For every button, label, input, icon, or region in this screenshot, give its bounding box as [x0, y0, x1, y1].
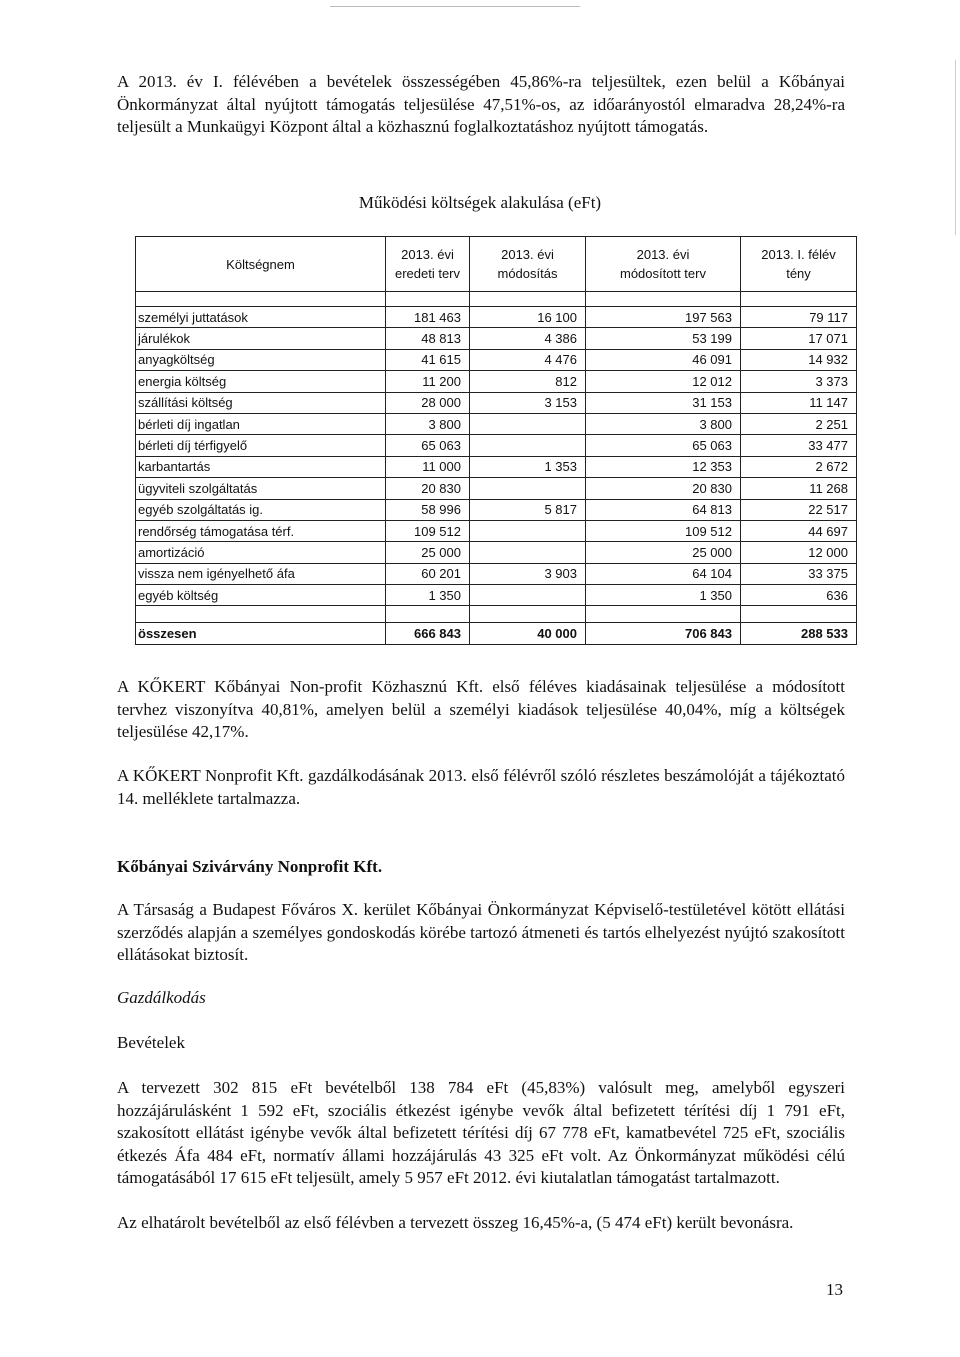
- cell-teny: 2 672: [741, 456, 857, 477]
- total-modositott: 706 843: [586, 623, 741, 645]
- revenue-paragraph: A tervezett 302 815 eFt bevételből 138 784 eFt (45,83%) valósult meg, amelyből egyszeri hozzájárulásként 1 592 eFt, szociális étkezést igénybe vevők által befizetett térítési díj 1 791 eFt, szakosított ellátást igénybe vevők által befizetett térítési díj 67 778 eFt, kamatbevétel 725 eFt, szociális étkezés Áfa 484 eFt, normatív állami hozzájárulás 43 325 eFt volt. Az Önkormányzat működési célú támogatásából 17 615 eFt teljesült, amely 5 957 eFt 2012. évi kiutalatlan támogatást tartalmazott.: [117, 1078, 845, 1187]
- cell-modositas: 1 353: [470, 456, 586, 477]
- total-modositas: 40 000: [470, 623, 586, 645]
- cell-eredeti: 60 201: [386, 563, 470, 584]
- row-label: rendőrség támogatása térf.: [136, 520, 386, 541]
- row-label: egyéb költség: [136, 585, 386, 606]
- table-row: [136, 328, 857, 349]
- table-row: [136, 413, 857, 434]
- cell-modositas: [470, 478, 586, 499]
- total-label: összesen: [136, 623, 386, 645]
- header-eredeti-terv: 2013. évi eredeti terv: [386, 237, 470, 292]
- header-modositas: 2013. évi módosítás: [470, 237, 586, 292]
- cell-modositott: 12 012: [586, 371, 741, 392]
- table-title: Működési költségek alakulása (eFt): [358, 193, 602, 212]
- header-teny: 2013. I. félév tény: [741, 237, 857, 292]
- cell-teny: 636: [741, 585, 857, 606]
- cell-modositott: 109 512: [586, 520, 741, 541]
- cell-eredeti: 11 000: [386, 456, 470, 477]
- cell-eredeti: 41 615: [386, 349, 470, 370]
- header-koltsegnem: Költségnem: [136, 237, 386, 292]
- table-row: [136, 478, 857, 499]
- row-label: amortizáció: [136, 542, 386, 563]
- cell-teny: 11 147: [741, 392, 857, 413]
- cell-teny: 44 697: [741, 520, 857, 541]
- total-row: [136, 623, 857, 645]
- cell-modositott: 64 104: [586, 563, 741, 584]
- table-row: [136, 349, 857, 370]
- kokert-paragraph-2: A KŐKERT Nonprofit Kft. gazdálkodásának 2013. első félévről szóló részletes beszámolóját a tájékoztató 14. melléklete tartalmazza.: [117, 766, 845, 808]
- row-label: bérleti díj ingatlan: [136, 413, 386, 434]
- subheading-gazdalkodas: Gazdálkodás: [117, 988, 206, 1007]
- cell-modositott: 64 813: [586, 499, 741, 520]
- table-row: [136, 435, 857, 456]
- cell-modositas: 3 903: [470, 563, 586, 584]
- total-eredeti: 666 843: [386, 623, 470, 645]
- cell-modositas: [470, 413, 586, 434]
- cell-modositott: 65 063: [586, 435, 741, 456]
- cell-eredeti: 25 000: [386, 542, 470, 563]
- row-label: személyi juttatások: [136, 307, 386, 328]
- row-label: járulékok: [136, 328, 386, 349]
- subheading-bevetelek: Bevételek: [117, 1033, 185, 1052]
- table-row: [136, 307, 857, 328]
- cell-teny: 11 268: [741, 478, 857, 499]
- section-heading: Kőbányai Szivárvány Nonprofit Kft.: [117, 857, 383, 876]
- cell-eredeti: 3 800: [386, 413, 470, 434]
- cell-modositas: [470, 542, 586, 563]
- cell-modositott: 31 153: [586, 392, 741, 413]
- cell-eredeti: 20 830: [386, 478, 470, 499]
- cell-modositas: [470, 435, 586, 456]
- row-label: egyéb szolgáltatás ig.: [136, 499, 386, 520]
- cell-teny: 33 375: [741, 563, 857, 584]
- cost-table: [135, 236, 857, 645]
- cell-modositas: 16 100: [470, 307, 586, 328]
- cell-teny: 22 517: [741, 499, 857, 520]
- cell-eredeti: 65 063: [386, 435, 470, 456]
- cell-eredeti: 11 200: [386, 371, 470, 392]
- cell-teny: 3 373: [741, 371, 857, 392]
- row-label: szállítási költség: [136, 392, 386, 413]
- cell-modositott: 53 199: [586, 328, 741, 349]
- withdrawal-paragraph: Az elhatárolt bevételből az első félévben a tervezett összeg 16,45%-a, (5 474 eFt) került bevonásra.: [117, 1213, 794, 1232]
- cell-modositott: 197 563: [586, 307, 741, 328]
- cell-modositas: 4 476: [470, 349, 586, 370]
- table-row: [136, 520, 857, 541]
- table-row: [136, 456, 857, 477]
- cell-modositott: 3 800: [586, 413, 741, 434]
- cell-eredeti: 28 000: [386, 392, 470, 413]
- row-label: vissza nem igényelhető áfa: [136, 563, 386, 584]
- spacer-row: [136, 606, 857, 623]
- table-row: [136, 563, 857, 584]
- total-teny: 288 533: [741, 623, 857, 645]
- table-header-row: [136, 237, 857, 292]
- cell-teny: 2 251: [741, 413, 857, 434]
- row-label: energia költség: [136, 371, 386, 392]
- cell-modositas: 3 153: [470, 392, 586, 413]
- row-label: karbantartás: [136, 456, 386, 477]
- cell-modositott: 1 350: [586, 585, 741, 606]
- cell-modositas: 5 817: [470, 499, 586, 520]
- cell-modositott: 25 000: [586, 542, 741, 563]
- table-row: [136, 585, 857, 606]
- table-row: [136, 371, 857, 392]
- cell-eredeti: 1 350: [386, 585, 470, 606]
- cell-modositott: 12 353: [586, 456, 741, 477]
- cell-teny: 17 071: [741, 328, 857, 349]
- table-row: [136, 542, 857, 563]
- spacer-row: [136, 292, 857, 307]
- cell-teny: 12 000: [741, 542, 857, 563]
- cell-teny: 79 117: [741, 307, 857, 328]
- cell-eredeti: 109 512: [386, 520, 470, 541]
- kokert-paragraph-1: A KŐKERT Kőbányai Non-profit Közhasznú Kft. első féléves kiadásainak teljesülése a módosított tervhez viszonyítva 40,81%, amelyen belül a személyi kiadások teljesülése 40,04%, míg a költségek teljesülése 42,17%.: [117, 677, 845, 741]
- cell-modositott: 46 091: [586, 349, 741, 370]
- row-label: bérleti díj térfigyelő: [136, 435, 386, 456]
- table-row: [136, 392, 857, 413]
- cell-eredeti: 181 463: [386, 307, 470, 328]
- intro-paragraph: A 2013. év I. félévében a bevételek összességében 45,86%-ra teljesültek, ezen belül a Kőbányai Önkormányzat által nyújtott támogatás teljesülése 47,51%-os, az időarányostól elmaradva 28,24%-ra teljesült a Munkaügyi Központ által a közhasznú foglalkoztatáshoz nyújtott támogatás.: [117, 72, 845, 136]
- szivarvany-paragraph: A Társaság a Budapest Főváros X. kerület Kőbányai Önkormányzat Képviselő-testületével kötött ellátási szerződés alapján a személyes gondoskodás körébe tartozó átmeneti és tartós elhelyezést nyújtó szakosított ellátásokat biztosít.: [117, 900, 845, 964]
- scan-artifact-line: [330, 6, 580, 7]
- table-row: [136, 499, 857, 520]
- cell-modositas: 4 386: [470, 328, 586, 349]
- page-number: 13: [826, 1280, 843, 1299]
- cell-modositott: 20 830: [586, 478, 741, 499]
- cell-teny: 14 932: [741, 349, 857, 370]
- cell-eredeti: 58 996: [386, 499, 470, 520]
- row-label: anyagköltség: [136, 349, 386, 370]
- header-modositott-terv: 2013. évi módosított terv: [586, 237, 741, 292]
- cell-eredeti: 48 813: [386, 328, 470, 349]
- row-label: ügyviteli szolgáltatás: [136, 478, 386, 499]
- cell-teny: 33 477: [741, 435, 857, 456]
- cell-modositas: [470, 585, 586, 606]
- cell-modositas: 812: [470, 371, 586, 392]
- cell-modositas: [470, 520, 586, 541]
